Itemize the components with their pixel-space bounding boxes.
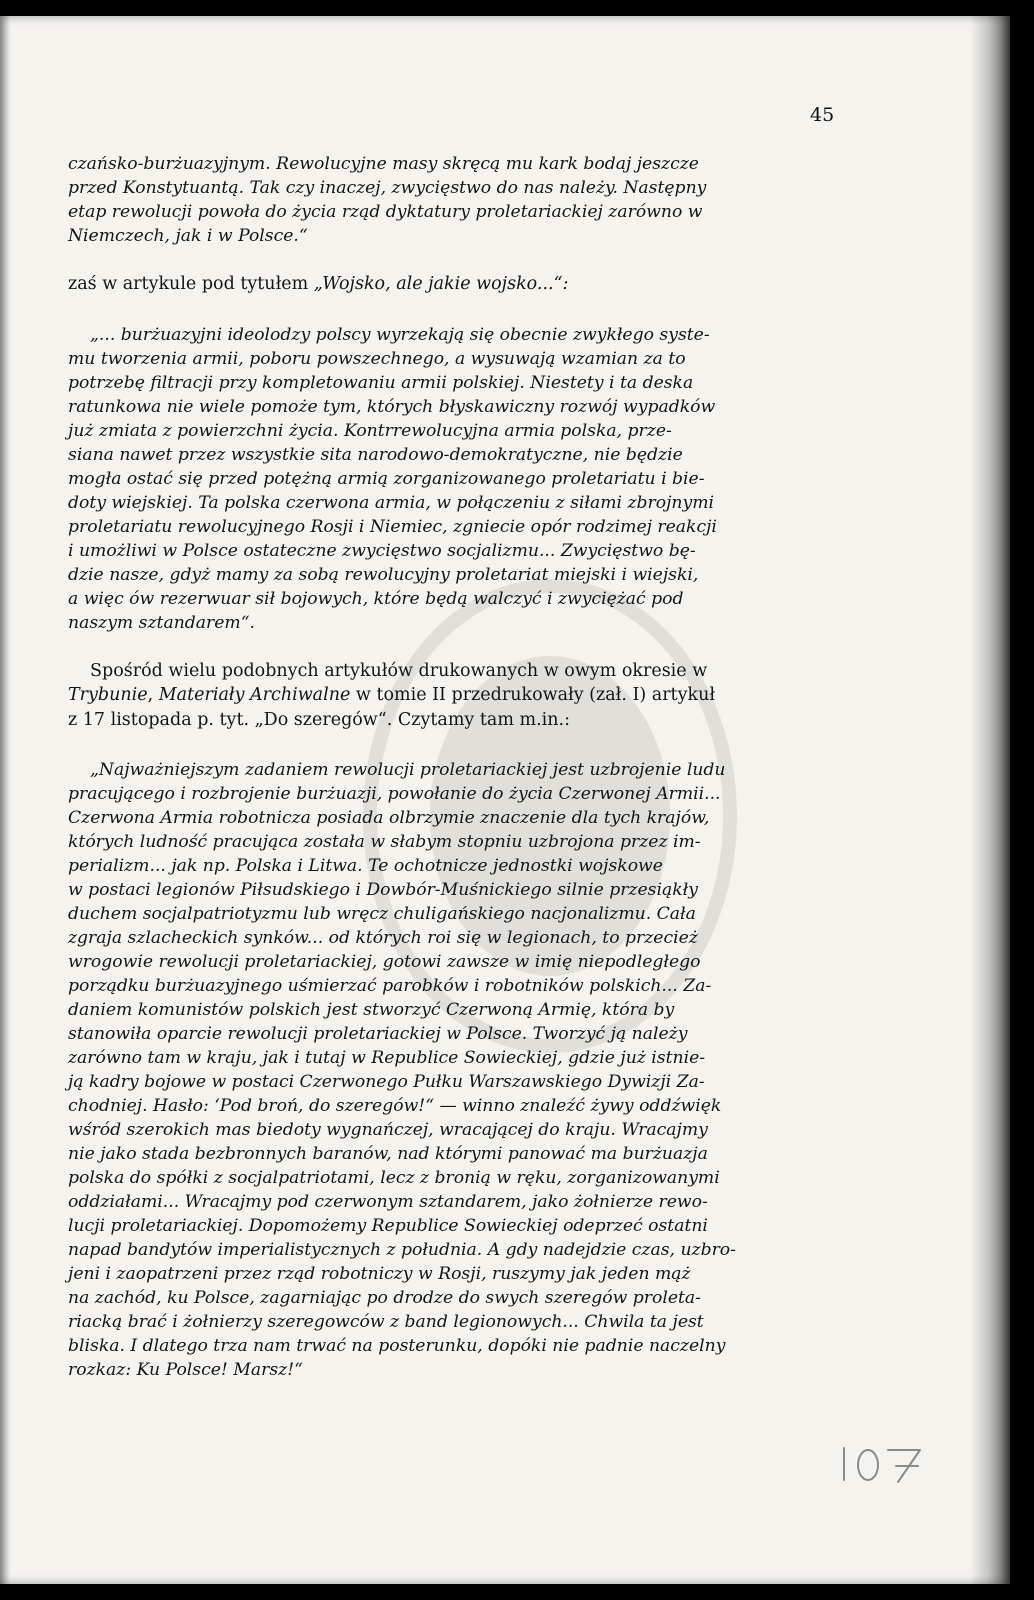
quote-line: rozkaz: Ku Polsce! Marsz!“ xyxy=(68,1360,303,1380)
body-paragraph xyxy=(68,659,832,733)
separator: , xyxy=(147,685,159,705)
book-page xyxy=(0,16,1010,1584)
quote-revolution-excerpt xyxy=(68,152,832,248)
quote-line: doty wiejskiej. Ta polska czerwona armia, w połączeniu z siłami zbrojnymi xyxy=(68,492,715,513)
quote-line: bliska. I dlatego trza nam trwać na posterunku, dopóki nie padnie naczelny xyxy=(68,1336,726,1356)
intro-paragraph xyxy=(68,272,832,297)
page-left-shadow xyxy=(0,16,10,1584)
quote-line: mu tworzenia armii, poboru powszechnego, a wysuwają wzamian za to xyxy=(68,348,686,369)
quote-line: nie jako stada bezbronnych baranów, nad którymi panować ma burżuazja xyxy=(68,1144,708,1164)
publication-materialy: Materiały Archiwalne xyxy=(158,685,351,705)
quote-line: na zachód, ku Polsce, zagarniając po drodze do swych szeregów proleta- xyxy=(68,1288,701,1308)
quote-wojsko-excerpt xyxy=(68,323,832,635)
quote-line: już zmiata z powierzchni życia. Kontrrewolucyjna armia polska, prze- xyxy=(68,420,672,441)
quote-line: perializm... jak np. Polska i Litwa. Te ochotnicze jednostki wojskowe xyxy=(68,856,663,876)
page-number: 45 xyxy=(810,104,835,126)
quote-line: potrzebę filtracji przy kompletowaniu armii polskiej. Niestety i ta deska xyxy=(68,372,694,393)
paragraph-text: w tomie II przedrukowały (zał. I) artykuł xyxy=(350,685,716,705)
quote-line: mogła ostać się przed potężną armią zorganizowanego proletariatu i bie- xyxy=(68,468,705,489)
quote-line: riacką brać i żołnierzy szeregowców z band legionowych... Chwila ta jest xyxy=(68,1312,704,1332)
quote-line: daniem komunistów polskich jest stworzyć Czerwoną Armię, która by xyxy=(68,1000,675,1020)
handwritten-page-mark xyxy=(838,1438,926,1486)
publication-trybuna: Trybunie xyxy=(68,685,148,705)
quote-line: siana nawet przez wszystkie sita narodowo-demokratyczne, nie będzie xyxy=(68,444,683,465)
page-content xyxy=(68,152,832,1382)
quote-do-szeregow-excerpt xyxy=(68,758,832,1382)
quote-line: oddziałami... Wracajmy pod czerwonym sztandarem, jako żołnierze rewo- xyxy=(68,1192,708,1212)
quote-line: Niemczech, jak i w Polsce.“ xyxy=(68,226,308,246)
intro-text: zaś w artykule pod tytułem xyxy=(68,274,314,294)
quote-line: „... burżuazyjni ideolodzy polscy wyrzekają się obecnie zwykłego syste- xyxy=(90,324,710,345)
quote-line: proletariatu rewolucyjnego Rosji i Niemiec, zgniecie opór rodzimej reakcji xyxy=(68,516,717,537)
quote-line: ją kadry bojowe w postaci Czerwonego Pułku Warszawskiego Dywizji Za- xyxy=(68,1072,705,1092)
quote-line: czańsko-burżuazyjnym. Rewolucyjne masy skręcą mu kark bodaj jeszcze xyxy=(68,154,699,174)
quote-line: i umożliwi w Polsce ostateczne zwycięstwo socjalizmu... Zwycięstwo bę- xyxy=(68,540,696,561)
quote-line: przed Konstytuantą. Tak czy inaczej, zwycięstwo do nas należy. Następny xyxy=(68,178,707,198)
paragraph-line: z 17 listopada p. tyt. „Do szeregów“. Czytamy tam m.in.: xyxy=(68,709,570,730)
quote-line: ratunkowa nie wiele pomoże tym, których błyskawiczny rozwój wypadków xyxy=(68,396,716,417)
quote-line: dzie nasze, gdyż mamy za sobą rewolucyjny proletariat miejski i wiejski, xyxy=(68,564,699,585)
paragraph-line: Spośród wielu podobnych artykułów drukowanych w owym okresie w xyxy=(90,660,708,681)
paragraph-line xyxy=(68,683,832,708)
quote-line: lucji proletariackiej. Dopomożemy Republice Sowieckiej odeprzeć ostatni xyxy=(68,1216,708,1236)
quote-line: napad bandytów imperialistycznych z południa. A gdy nadejdzie czas, uzbro- xyxy=(68,1240,736,1260)
quote-line: „Najważniejszym zadaniem rewolucji proletariackiej jest uzbrojenie ludu xyxy=(90,760,726,780)
quote-line: zarówno tam w kraju, jak i tutaj w Republice Sowieckiej, gdzie już istnie- xyxy=(68,1048,706,1068)
quote-line: polska do spółki z socjalpatriotami, lecz z bronią w ręku, zorganizowanymi xyxy=(68,1168,720,1188)
quote-line: chodniej. Hasło: ‘Pod broń, do szeregów!“ — winno znaleźć żywy oddźwięk xyxy=(68,1096,722,1116)
article-title: „Wojsko, ale jakie wojsko...“: xyxy=(313,274,569,294)
quote-line: Czerwona Armia robotnicza posiada olbrzymie znaczenie dla tych krajów, xyxy=(68,808,710,828)
quote-line: których ludność pracująca została w słabym stopniu uzbrojona przez im- xyxy=(68,832,701,852)
quote-line: stanowiła oparcie rewolucji proletariackiej w Polsce. Tworzyć ją należy xyxy=(68,1024,688,1044)
quote-line: a więc ów rezerwuar sił bojowych, które będą walczyć i zwyciężać pod xyxy=(68,588,684,609)
quote-line: etap rewolucji powoła do życia rząd dyktatury proletariackiej zarówno w xyxy=(68,202,703,222)
quote-line: pracującego i rozbrojenie burżuazji, powołanie do życia Czerwonej Armii... xyxy=(68,784,721,804)
quote-line: naszym sztandarem“. xyxy=(68,612,255,633)
quote-line: porządku burżuazyjnego uśmierzać parobków i robotników polskich... Za- xyxy=(68,976,712,996)
quote-line: jeni i zaopatrzeni przez rząd robotniczy w Rosji, ruszymy jak jeden mąż xyxy=(68,1264,691,1284)
quote-line: wrogowie rewolucji proletariackiej, gotowi zawsze w imię niepodległego xyxy=(68,952,701,972)
quote-line: duchem socjalpatriotyzmu lub wręcz chuligańskiego nacjonalizmu. Cała xyxy=(68,904,696,924)
quote-line: wśród szerokich mas biedoty wygnańczej, wracającej do kraju. Wracajmy xyxy=(68,1120,708,1140)
page-spine-shadow xyxy=(970,16,1010,1584)
quote-line: w postaci legionów Piłsudskiego i Dowbór-Muśnickiego silnie przesiąkły xyxy=(68,880,698,900)
quote-line: zgraja szlacheckich synków... od których roi się w legionach, to przecież xyxy=(68,928,698,948)
